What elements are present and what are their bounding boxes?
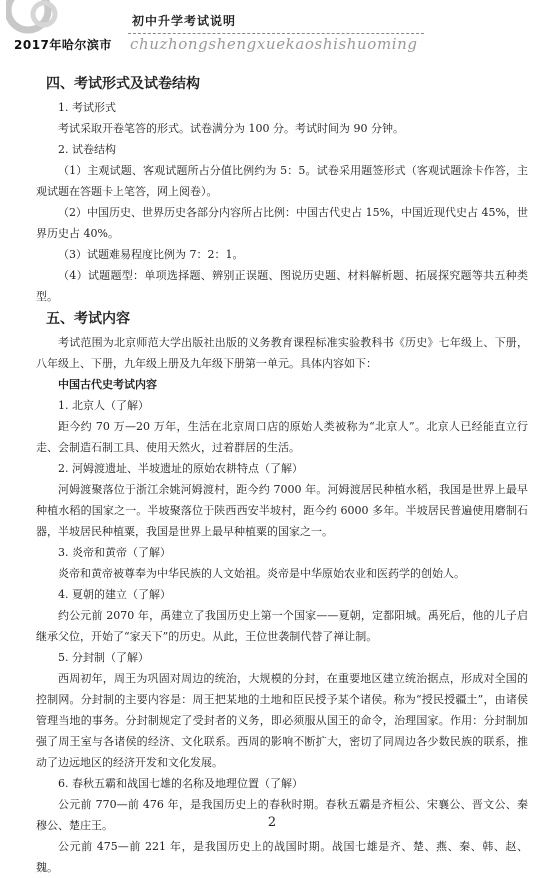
header-pinyin: chuzhongshengxuekaoshishuoming [130, 35, 418, 53]
section-heading-exam-content: 五、考试内容 [46, 311, 130, 327]
subheading-paper-structure: 2. 试卷结构 [58, 143, 116, 156]
topic-heading: 4. 夏朝的建立（了解） [58, 588, 171, 601]
topic-heading: 3. 炎帝和黄帝（了解） [58, 546, 171, 559]
paragraph: （2）中国历史、世界历史各部分内容所占比例：中国古代史占 15%，中国近现代史占 45%，世界历史占 40%。 [36, 206, 528, 240]
topic-heading: 5. 分封制（了解） [58, 651, 149, 664]
logo-rings-icon [6, 0, 62, 34]
paragraph: （4）试题题型：单项选择题、辨别正误题、图说历史题、材料解析题、拓展探究题等共五种类型。 [36, 269, 528, 303]
paragraph: 距今约 70 万—20 万年，生活在北京周口店的原始人类被称为“北京人”。北京人已经能直立行走、会制造石制工具、使用天然火，过着群居的生活。 [36, 420, 528, 454]
paragraph: 公元前 475—前 221 年，是我国历史上的战国时期。战国七雄是齐、楚、燕、秦、韩、赵、魏。 [36, 840, 528, 874]
paragraph: 西周初年，周王为巩固对周边的统治，大规模的分封，在重要地区建立统治据点，形成对全国的控制网。分封制的主要内容是：周王把某地的土地和臣民授予某个诸侯。称为“授民授疆土”，由诸侯管理当地的事务。分封制规定了受封者的义务，即必须服从国王的命令，治理国家。作用：分封制加强了周王室与各诸侯的经济、文化联系。西周的影响不断扩大，密切了同周边各少数民族的联系，推动了边远地区的经济开发和文化发展。 [36, 672, 528, 769]
topic-heading: 6. 春秋五霸和战国七雄的名称及地理位置（了解） [58, 777, 303, 790]
paragraph: 河姆渡聚落位于浙江余姚河姆渡村，距今约 7000 年。河姆渡居民种植水稻，我国是世界上最早种植水稻的国家之一。半坡聚落位于陕西西安半坡村，距今约 6000 多年。半坡居民普遍使用磨制石器，半坡居民种植粟，我国是世界上最早种植粟的国家之一。 [36, 483, 528, 538]
paragraph: 考试采取开卷笔答的形式。试卷满分为 100 分。考试时间为 90 分钟。 [58, 122, 404, 135]
topic-heading: 2. 河姆渡遗址、半坡遗址的原始农耕特点（了解） [58, 462, 303, 475]
header-year-city: 2017年哈尔滨市 [14, 38, 112, 52]
paragraph: （3）试题难易程度比例为 7：2：1。 [58, 248, 244, 261]
page-number: 2 [267, 815, 277, 830]
paragraph: （1）主观试题、客观试题所占分值比例约为 5：5。试卷采用题签形式（客观试题涂卡作答，主观试题在答题卡上笔答，网上阅卷）。 [36, 164, 528, 198]
subheading-exam-form: 1. 考试形式 [58, 101, 116, 114]
paragraph: 公元前 770—前 476 年，是我国历史上的春秋时期。春秋五霸是齐桓公、宋襄公、晋文公、秦穆公、楚庄王。 [36, 798, 528, 832]
header-divider [128, 33, 424, 34]
subheading-ancient-history: 中国古代史考试内容 [58, 378, 157, 391]
paragraph: 考试范围为北京师范大学出版社出版的义务教育课程标准实验教科书《历史》七年级上、下册，八年级上、下册，九年级上册及九年级下册第一单元。具体内容如下： [36, 336, 528, 370]
page-content [36, 72, 528, 878]
topic-heading: 1. 北京人（了解） [58, 399, 149, 412]
paragraph: 炎帝和黄帝被尊奉为中华民族的人文始祖。炎帝是中华原始农业和医药学的创始人。 [58, 567, 465, 580]
section-heading-exam-form: 四、考试形式及试卷结构 [46, 76, 200, 92]
paragraph: 约公元前 2070 年，禹建立了我国历史上第一个国家——夏朝，定都阳城。禹死后，他的儿子启继承父位，开始了“家天下”的历史。从此，王位世袭制代替了禅让制。 [36, 609, 528, 643]
header-title: 初中升学考试说明 [132, 14, 237, 28]
